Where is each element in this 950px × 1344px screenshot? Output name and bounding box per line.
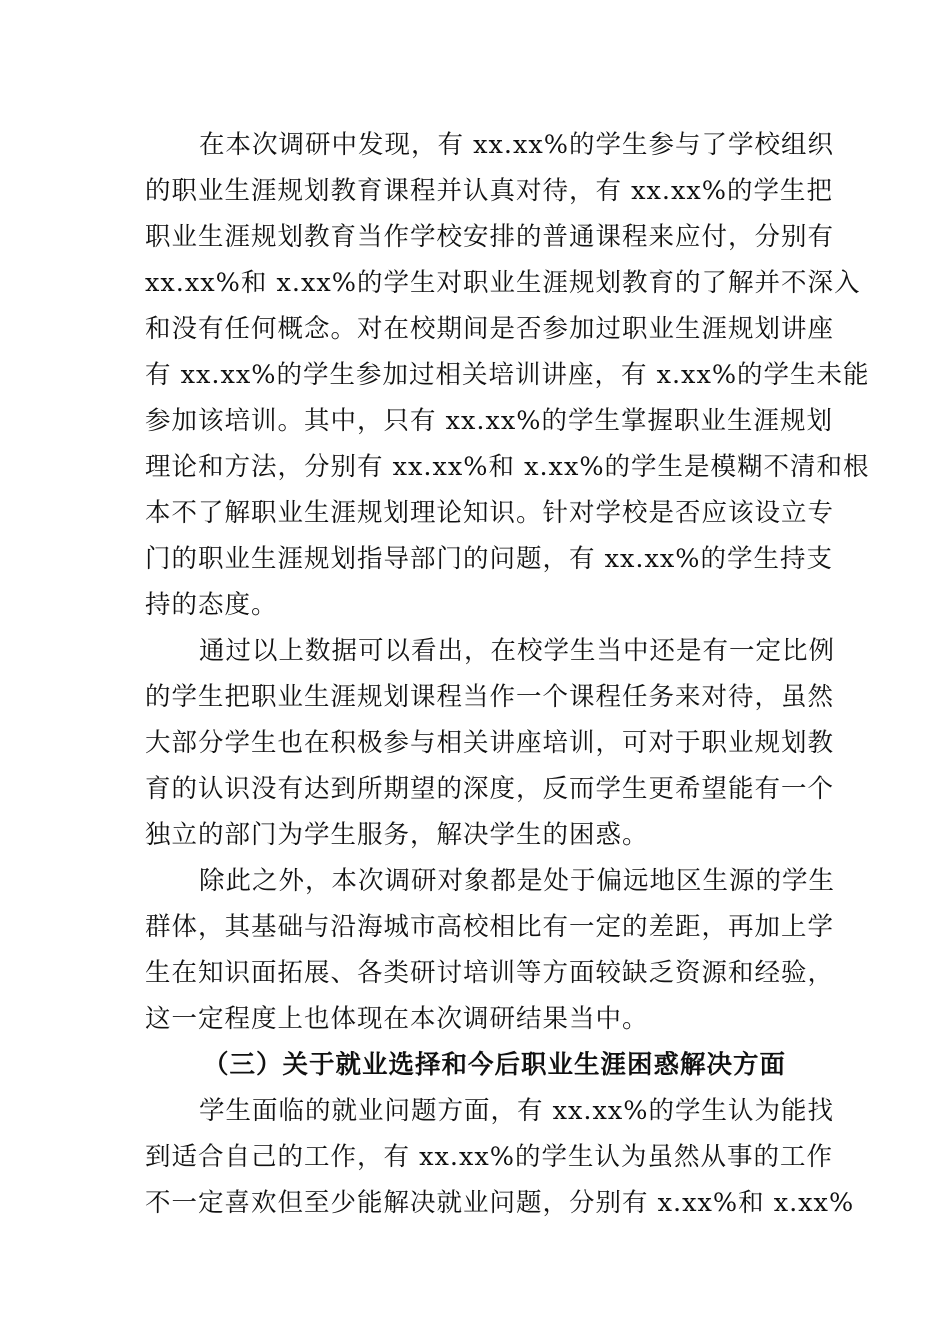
- text-line: 理论和方法，分别有 xx.xx%和 x.xx%的学生是模糊不清和根: [145, 452, 870, 482]
- paragraph-employment: [145, 1088, 855, 1226]
- paragraph-data-analysis: [145, 628, 836, 858]
- text-line: 大部分学生也在积极参与相关讲座培训，可对于职业规划教: [145, 728, 835, 758]
- text-line: 通过以上数据可以看出，在校学生当中还是有一定比例: [199, 636, 836, 666]
- text-line: 门的职业生涯规划指导部门的问题，有 xx.xx%的学生持支: [145, 544, 833, 574]
- text-line: 群体，其基础与沿海城市高校相比有一定的差距，再加上学: [145, 912, 835, 942]
- text-line: 育的认识没有达到所期望的深度，反而学生更希望能有一个: [145, 774, 835, 804]
- section-heading: （三）关于就业选择和今后职业生涯困惑解决方面: [203, 1050, 787, 1080]
- text-line: 和没有任何概念。对在校期间是否参加过职业生涯规划讲座: [145, 314, 835, 344]
- paragraph-survey-findings: [145, 122, 870, 628]
- text-line: 持的态度。: [145, 590, 278, 620]
- text-line: 到适合自己的工作，有 xx.xx%的学生认为虽然从事的工作: [145, 1142, 833, 1172]
- text-line: 的学生把职业生涯规划课程当作一个课程任务来对待，虽然: [145, 682, 835, 712]
- text-line: 的职业生涯规划教育课程并认真对待，有 xx.xx%的学生把: [145, 176, 833, 206]
- document-body: [145, 122, 870, 1226]
- paragraph-additional-context: [145, 858, 836, 1042]
- text-line: 这一定程度上也体现在本次调研结果当中。: [145, 1004, 649, 1034]
- text-line: 不一定喜欢但至少能解决就业问题，分别有 x.xx%和 x.xx%: [145, 1188, 855, 1218]
- text-line: 除此之外，本次调研对象都是处于偏远地区生源的学生: [199, 866, 836, 896]
- text-line: 参加该培训。其中，只有 xx.xx%的学生掌握职业生涯规划: [145, 406, 833, 436]
- text-line: 独立的部门为学生服务，解决学生的困惑。: [145, 820, 649, 850]
- text-line: 职业生涯规划教育当作学校安排的普通课程来应付，分别有: [145, 222, 835, 252]
- text-line: 在本次调研中发现，有 xx.xx%的学生参与了学校组织: [199, 130, 834, 160]
- text-line: 有 xx.xx%的学生参加过相关培训讲座，有 x.xx%的学生未能: [145, 360, 870, 390]
- text-line: 本不了解职业生涯规划理论知识。针对学校是否应该设立专: [145, 498, 835, 528]
- text-line: 生在知识面拓展、各类研讨培训等方面较缺乏资源和经验，: [145, 958, 835, 988]
- text-line: xx.xx%和 x.xx%的学生对职业生涯规划教育的了解并不深入: [145, 268, 861, 298]
- text-line: 学生面临的就业问题方面，有 xx.xx%的学生认为能找: [199, 1096, 834, 1126]
